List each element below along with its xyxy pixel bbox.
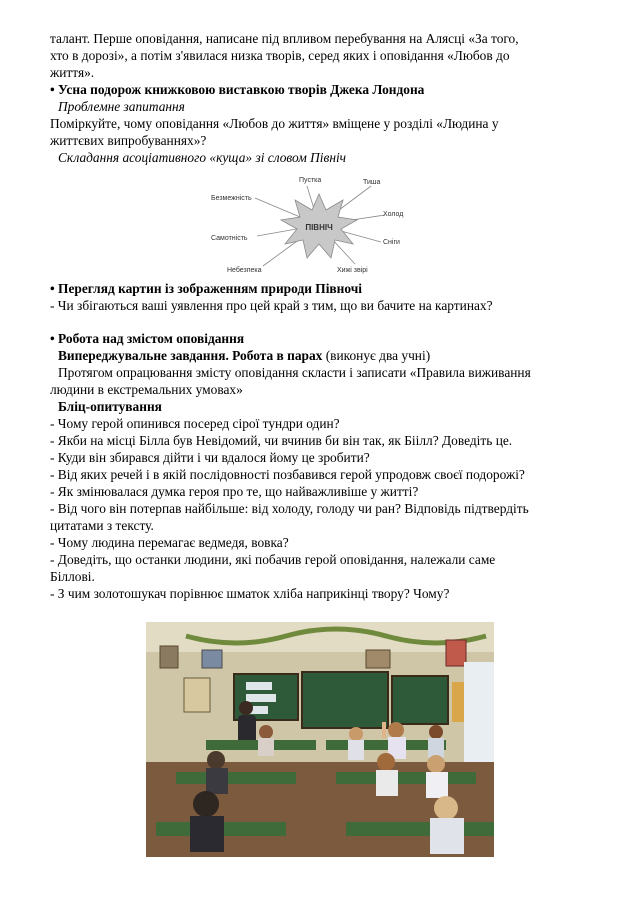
- diagram-word: Холод: [383, 211, 404, 218]
- question-line: - Чому герой опинився посеред сірої тундри один?: [50, 416, 340, 431]
- diagram-word: Пустка: [299, 177, 322, 184]
- diagram-word: Тиша: [363, 179, 381, 186]
- question-line: - Як змінювалася думка героя про те, що найважливіше у житті?: [50, 484, 419, 499]
- association-diagram: [205, 170, 433, 280]
- question-line: Біллові.: [50, 569, 95, 584]
- subheading: Складання асоціативного «куща» зі словом Північ: [58, 150, 347, 165]
- diagram-word: Безмежність: [211, 195, 252, 202]
- classroom-photo: [146, 622, 494, 857]
- paragraph-line: хто в дорозі», а потім з'явилася низка творів, серед яких і оповідання «Любов до: [50, 48, 510, 63]
- subheading: Бліц-опитування: [58, 399, 162, 414]
- question-line: цитатами з тексту.: [50, 518, 154, 533]
- section-heading: • Перегляд картин із зображенням природи Півночі: [50, 281, 362, 296]
- section-heading: • Робота над змістом оповідання: [50, 331, 245, 346]
- paragraph-line: Поміркуйте, чому оповідання «Любов до життя» вміщене у розділі «Людина у: [50, 116, 499, 131]
- paragraph-line: талант. Перше оповідання, написане під впливом перебування на Алясці «За того,: [50, 31, 519, 46]
- subheading: Проблемне запитання: [58, 99, 185, 114]
- diagram-word: Небезпека: [227, 267, 262, 274]
- question-line: - Від яких речей і в якій послідовності позбавився герой упродовж своєї подорожі?: [50, 467, 525, 482]
- question-line: - Чому людина перемагає ведмедя, вовка?: [50, 535, 289, 550]
- paragraph-line: життєвих випробуваннях»?: [50, 133, 207, 148]
- pair-work-title: Випереджувальне завдання. Робота в парах: [58, 348, 323, 363]
- diagram-word: Самотність: [211, 235, 248, 242]
- question-line: - Якби на місці Білла був Невідомий, чи вчинив би він так, як Біілл? Доведіть це.: [50, 433, 513, 448]
- question-line: - Доведіть, що останки людини, які побачив герой оповідання, належали саме: [50, 552, 496, 567]
- paragraph-line: - Чи збігаються ваші уявлення про цей край з тим, що ви бачите на картинах?: [50, 298, 493, 313]
- diagram-word: Сніги: [383, 239, 400, 246]
- paragraph-line: Протягом опрацювання змісту оповідання скласти і записати «Правила виживання: [58, 365, 531, 380]
- diagram-word: Хижі звірі: [337, 267, 368, 274]
- question-line: - З чим золотошукач порівнює шматок хліба наприкінці твору? Чому?: [50, 586, 450, 601]
- paragraph-line: людини в екстремальних умовах»: [50, 382, 243, 397]
- question-line: - Куди він збирався дійти і чи вдалося йому це зробити?: [50, 450, 370, 465]
- section-heading: • Усна подорож книжковою виставкою творів Джека Лондона: [50, 82, 425, 97]
- pair-work-note: (виконує два учні): [322, 348, 431, 363]
- paragraph-line: [58, 347, 430, 364]
- question-line: - Від чого він потерпав найбільше: від холоду, голоду чи ран? Відповідь підтвердіть: [50, 501, 529, 516]
- paragraph-line: життя».: [50, 65, 95, 80]
- diagram-center-label: ПІВНІЧ: [305, 223, 333, 232]
